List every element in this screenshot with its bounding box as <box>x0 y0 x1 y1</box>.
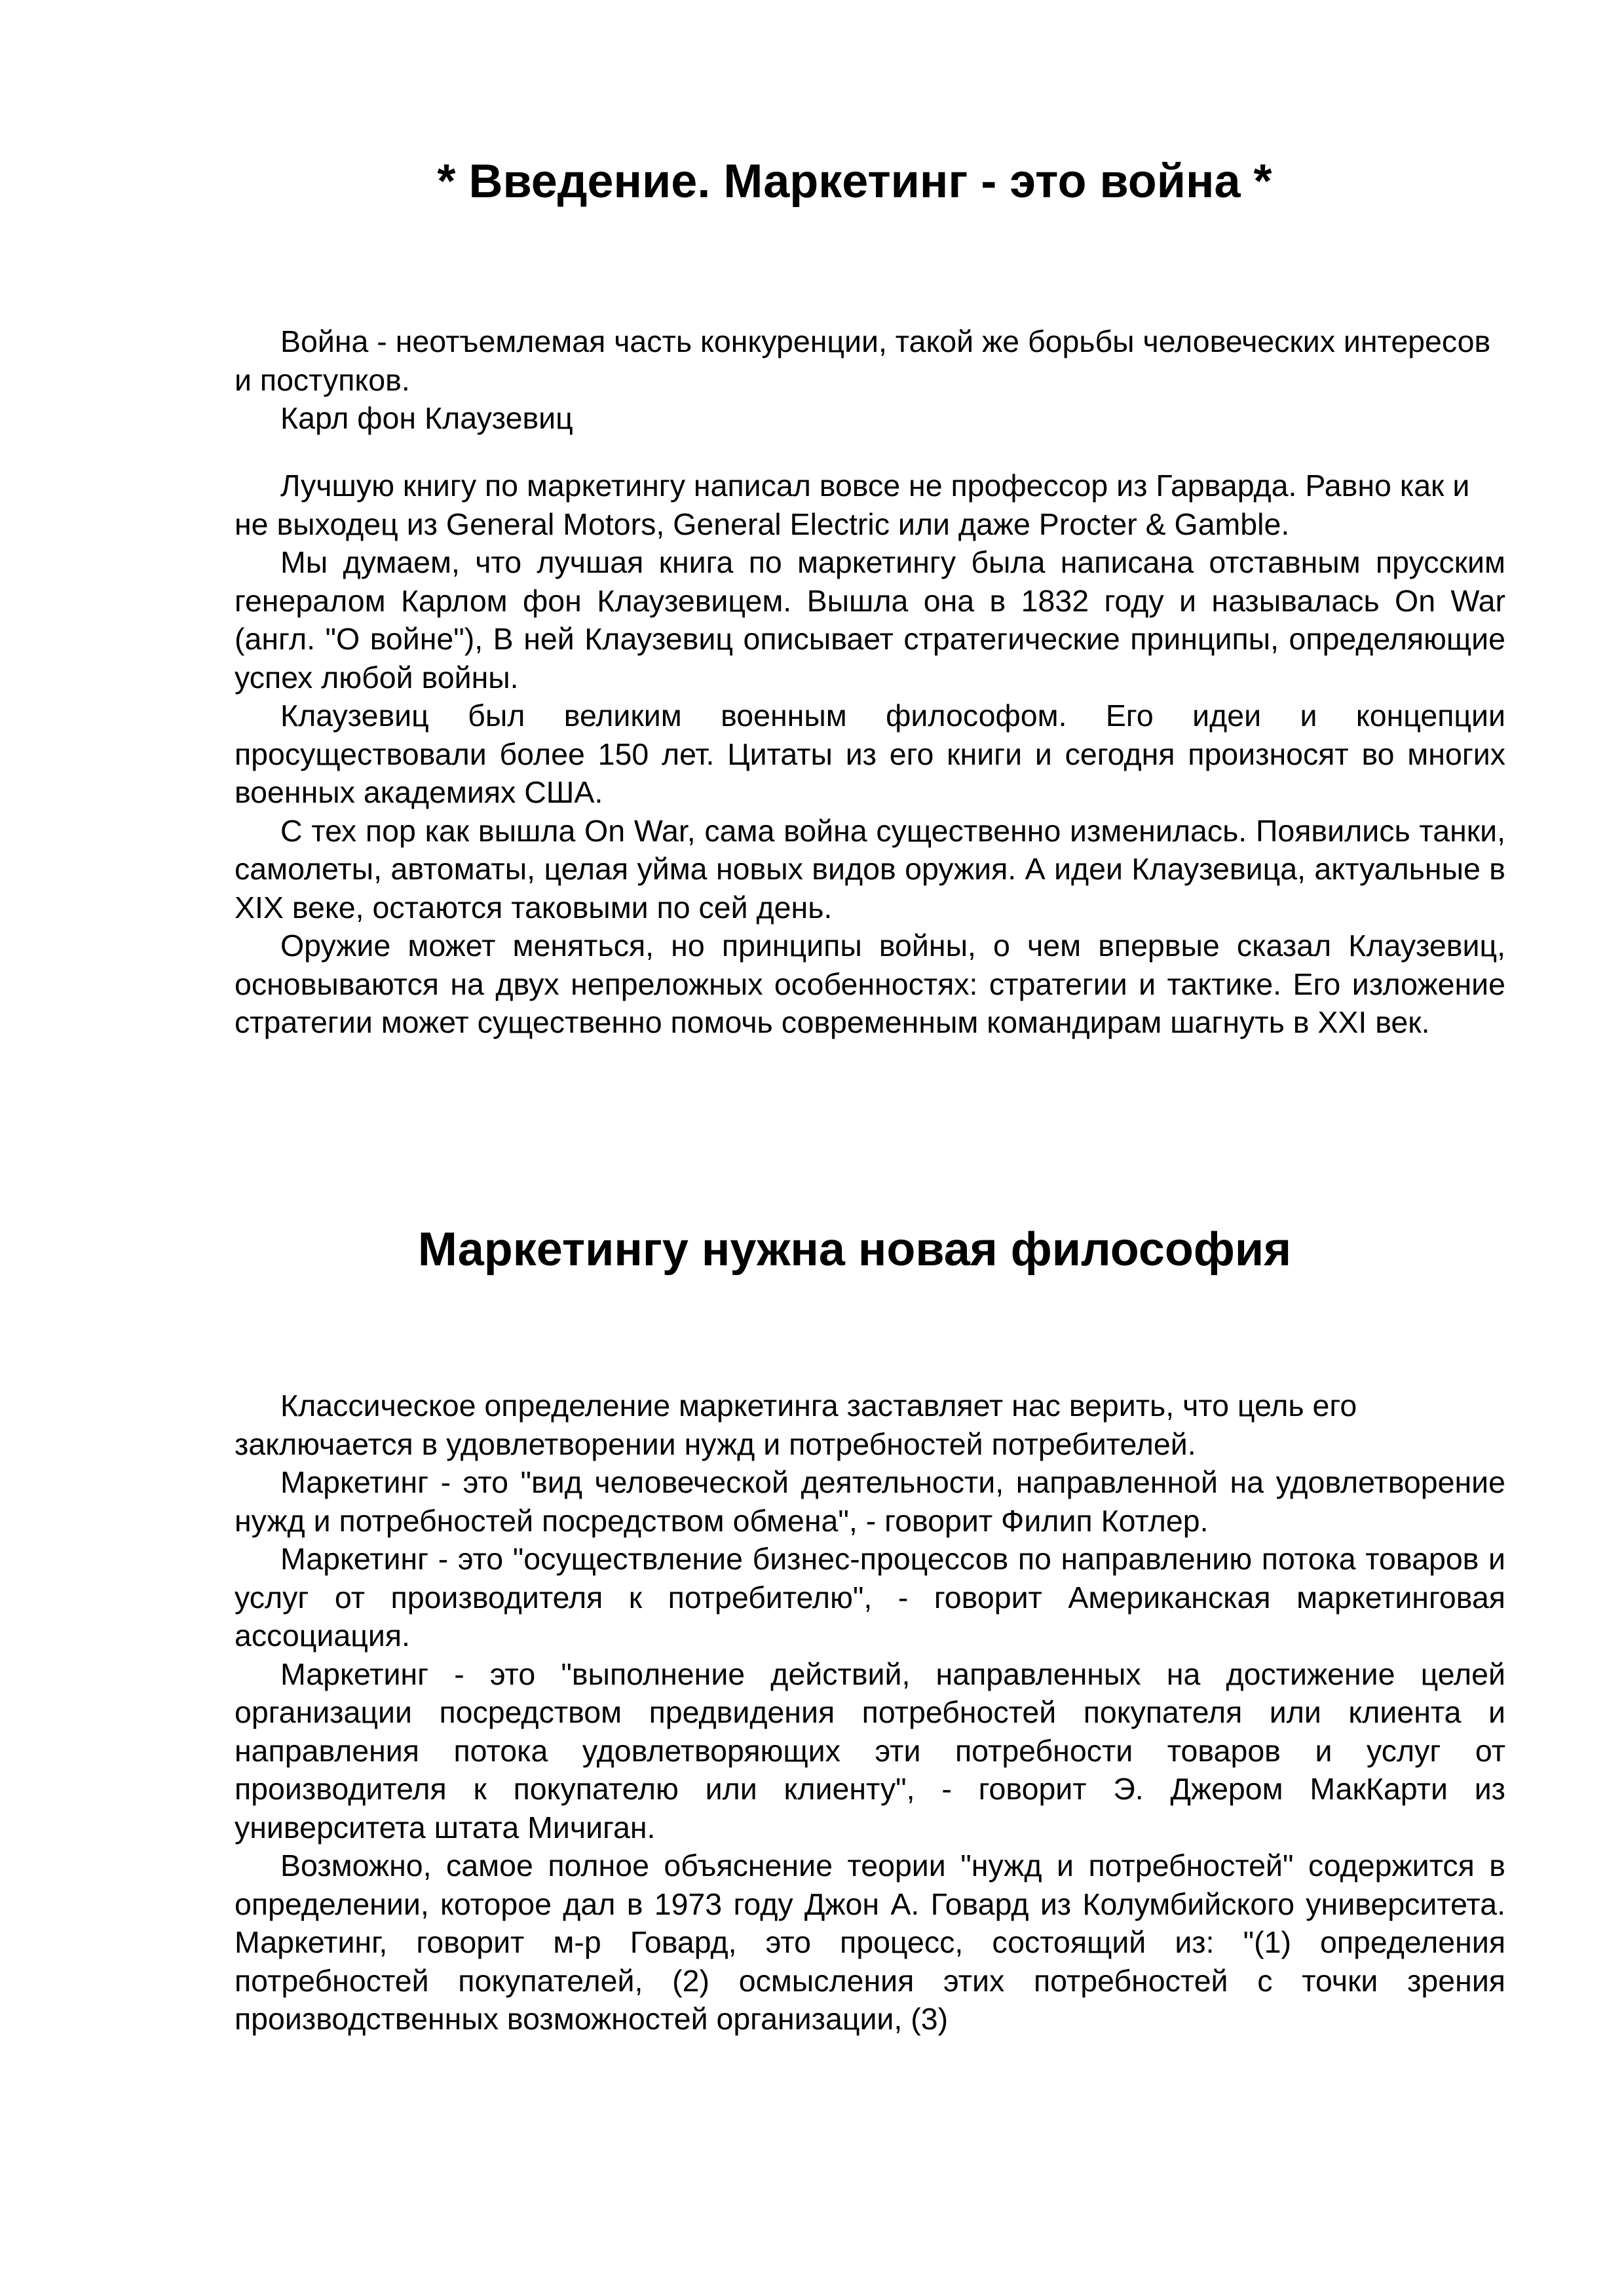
chapter-title: * Введение. Маркетинг - это война * <box>437 155 1272 208</box>
paragraph: Возможно, самое полное объяснение теории "нужд и потребностей" содержится в определении, которое дал в 1973 году Джон А. Говард из Колумбийского университета. Маркетинг, говорит м-р Говард, это процесс, состоящий из: "(1) определения потребностей покупателей, (2) осмысления этих потребностей с точки зрения производственных возможностей организации, (3) <box>235 1848 1505 2036</box>
epigraph-quote: Война - неотъемлемая часть конкуренции, такой же борьбы человеческих интересов и поступков. <box>235 324 1491 397</box>
paragraph: Клаузевиц был великим военным философом. Его идеи и концепции просуществовали более 150 лет. Цитаты из его книги и сегодня произносят во многих военных академиях США. <box>235 698 1505 809</box>
paragraph: Маркетинг - это "вид человеческой деятельности, направленной на удовлетворение нужд и потребностей посредством обмена", - говорит Филип Котлер. <box>235 1465 1505 1538</box>
paragraph: С тех пор как вышла On War, сама война существенно изменилась. Появились танки, самолеты, автоматы, целая уйма новых видов оружия. А идеи Клаузевица, актуальные в XIX веке, остаются таковыми по сей день. <box>235 813 1505 925</box>
paragraph: Лучшую книгу по маркетингу написал вовсе не профессор из Гарварда. Равно как и не выходец из General Motors, General Electric или даже Procter & Gamble. <box>235 469 1470 541</box>
section-body <box>235 1387 1505 2038</box>
paragraph: Классическое определение маркетинга заставляет нас верить, что цель его заключается в удовлетворении нужд и потребностей потребителей. <box>235 1388 1357 1461</box>
paragraph: Маркетинг - это "выполнение действий, направленных на достижение целей организации посредством предвидения потребностей покупателя или клиента и направления потока удовлетворяющих эти потребности товаров и услуг от производителя к покупателю или клиенту", - говорит Э. Джером МакКарти из университета штата Мичиган. <box>235 1656 1505 1845</box>
chapter-body <box>235 467 1505 1042</box>
paragraph: Мы думаем, что лучшая книга по маркетингу была написана отставным прусским генералом Карлом фон Клаузевицем. Вышла она в 1832 году и называлась On War (англ. "О войне"), В ней Клаузевиц описывает стратегические принципы, определяющие успех любой войны. <box>235 545 1505 695</box>
epigraph <box>235 322 1505 438</box>
epigraph-author: Карл фон Клаузевиц <box>280 401 573 435</box>
paragraph: Оружие может меняться, но принципы войны, о чем впервые сказал Клаузевиц, основываются на двух непреложных особенностях: стратегии и тактике. Его изложение стратегии может существенно помочь современным командирам шагнуть в XXI век. <box>235 928 1505 1039</box>
paragraph: Маркетинг - это "осуществление бизнес-процессов по направлению потока товаров и услуг от производителя к потребителю", - говорит Американская маркетинговая ассоциация. <box>235 1542 1505 1653</box>
section-title: Маркетингу нужна новая философия <box>417 1223 1292 1276</box>
